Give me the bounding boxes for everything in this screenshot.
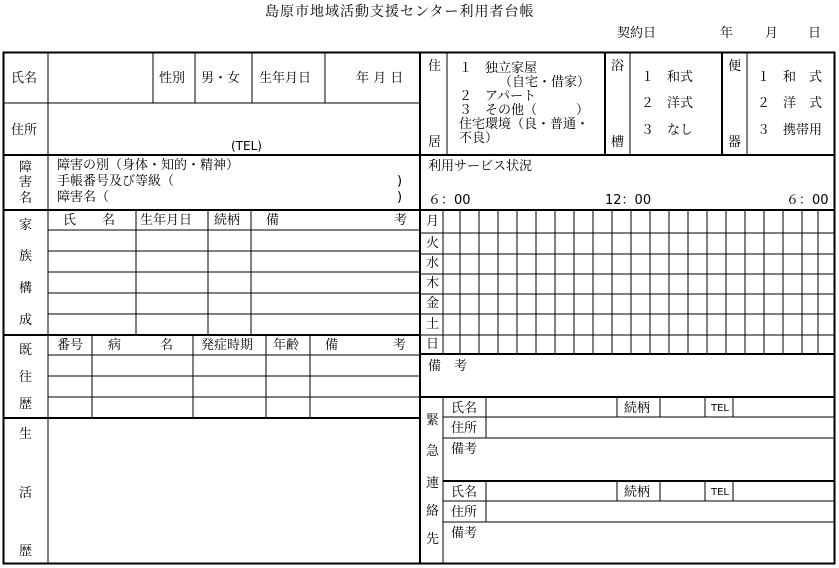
family-label-4: 成 <box>19 313 33 328</box>
emergency2-relation-label: 続柄 <box>624 485 651 500</box>
emergency-label-3: 連 <box>426 476 440 491</box>
service-day-tue: 火 <box>426 236 440 251</box>
contract-year-label: 年 <box>720 26 734 41</box>
family-header-birth: 生年月日 <box>140 213 193 228</box>
birth-label: 生年月日 <box>259 71 312 86</box>
remarks-label: 備 考 <box>428 359 468 374</box>
service-day-sun: 日 <box>426 337 440 352</box>
toilet-option-2[interactable]: ２ 洋 式 <box>757 96 823 111</box>
tel-label: (TEL) <box>231 139 262 153</box>
gender-options[interactable]: 男・女 <box>201 71 241 86</box>
bath-option-2[interactable]: ２ 洋式 <box>641 96 694 111</box>
contract-date-label: 契約日 <box>617 26 657 41</box>
contract-month-label: 月 <box>765 26 779 41</box>
service-time-start: ６：00 <box>428 193 471 208</box>
emergency-label-2: 急 <box>426 444 440 459</box>
life-label-1: 生 <box>19 427 33 442</box>
history-header-disease: 病 名 <box>108 338 174 353</box>
family-header-remarks-b: 考 <box>394 213 408 228</box>
emergency-label-4: 絡 <box>426 504 440 519</box>
service-day-mon: 月 <box>426 214 440 229</box>
bath-option-1[interactable]: １ 和式 <box>641 70 694 85</box>
disability-label-3: 名 <box>19 191 33 206</box>
disability-label-1: 障 <box>19 160 33 175</box>
emergency-label-5: 先 <box>426 532 440 547</box>
bath-label-top: 浴 <box>611 59 625 74</box>
form-title: 島原市地域活動支援センター利用者台帳 <box>265 4 535 20</box>
family-label-3: 構 <box>19 281 33 296</box>
disability-name[interactable]: 障害名（ <box>57 190 110 205</box>
family-label-1: 家 <box>19 218 33 233</box>
housing-environment[interactable]: 住宅環境（良・普通・ <box>459 117 590 132</box>
history-header-onset: 発症時期 <box>201 338 254 353</box>
service-status-label: 利用サービス状況 <box>428 159 533 174</box>
family-header-remarks-a: 備 <box>266 213 280 228</box>
emergency2-address-label: 住所 <box>451 505 478 520</box>
history-header-remarks-b: 考 <box>393 338 407 353</box>
name-label: 氏名 <box>11 71 38 86</box>
history-header-number: 番号 <box>57 338 84 353</box>
emergency1-relation-label: 続柄 <box>624 401 651 416</box>
toilet-option-3[interactable]: ３ 携帯用 <box>757 123 823 138</box>
bath-option-3[interactable]: ３ なし <box>641 123 694 138</box>
housing-option-2[interactable]: ２ アパート <box>459 89 536 104</box>
disability-type[interactable]: 障害の別（身体・知的・精神） <box>57 158 240 173</box>
family-header-relation: 続柄 <box>214 213 241 228</box>
history-label-1: 既 <box>19 343 33 358</box>
birth-ymd-label: 年 月 日 <box>356 71 404 86</box>
history-header-age: 年齢 <box>273 338 300 353</box>
emergency1-name-label: 氏名 <box>451 401 478 416</box>
housing-label-bottom: 居 <box>428 135 442 150</box>
gender-label: 性別 <box>159 71 186 86</box>
emergency2-name-label: 氏名 <box>451 485 478 500</box>
toilet-option-1[interactable]: １ 和 式 <box>757 70 823 85</box>
housing-option-3[interactable]: ３ その他（ ） <box>459 103 590 118</box>
life-label-3: 歴 <box>19 544 33 559</box>
life-label-2: 活 <box>19 486 33 501</box>
housing-environment-cont: 不良） <box>459 131 499 146</box>
family-header-name: 氏 名 <box>63 213 116 228</box>
disability-name-close: ) <box>397 190 403 205</box>
emergency-label-1: 緊 <box>426 413 440 428</box>
disability-label-2: 害 <box>19 175 33 190</box>
service-day-sat: 土 <box>426 317 440 332</box>
service-time-end: ６：00 <box>786 193 829 208</box>
history-label-3: 歴 <box>19 397 33 412</box>
disability-handbook[interactable]: 手帳番号及び等級（ <box>57 174 175 189</box>
service-day-thu: 木 <box>426 276 440 291</box>
family-label-2: 族 <box>19 249 33 264</box>
service-day-fri: 金 <box>426 296 440 311</box>
service-time-mid: 12：00 <box>605 193 652 208</box>
history-header-remarks-a: 備 <box>325 338 339 353</box>
emergency1-tel-label: TEL <box>711 403 729 414</box>
bath-label-bottom: 槽 <box>611 135 625 150</box>
emergency2-tel-label: TEL <box>711 487 729 498</box>
housing-option-1[interactable]: １ 独立家屋 <box>459 61 538 76</box>
toilet-label-bottom: 器 <box>728 135 742 150</box>
emergency2-remarks-label: 備考 <box>451 526 478 541</box>
housing-option-1-sub: （自宅・借家） <box>499 75 591 90</box>
history-label-2: 往 <box>19 370 33 385</box>
address-label: 住所 <box>11 123 38 138</box>
toilet-label-top: 便 <box>728 59 742 74</box>
housing-label-top: 住 <box>428 59 442 74</box>
service-day-wed: 水 <box>426 256 440 271</box>
disability-handbook-close: ) <box>397 174 403 189</box>
emergency1-address-label: 住所 <box>451 421 478 436</box>
contract-day-label: 日 <box>808 26 822 41</box>
emergency1-remarks-label: 備考 <box>451 442 478 457</box>
